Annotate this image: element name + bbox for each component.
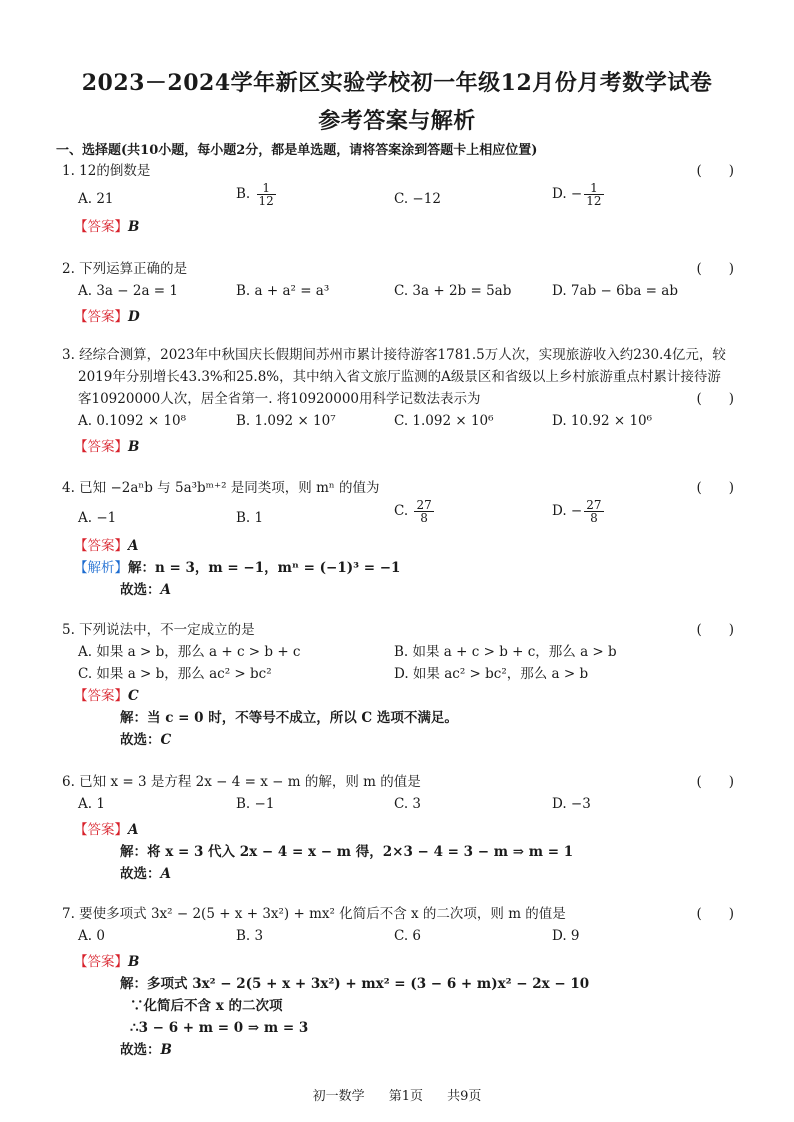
option-d: D. − $\frac{1}{12}$ — [552, 181, 602, 208]
exam-title: 2023－2024学年新区实验学校初一年级12月份月考数学试卷 — [81, 70, 713, 96]
option-a: A. 0.1092 × 10⁸ — [78, 413, 187, 429]
choose-line: 故选：A — [120, 866, 171, 882]
question-2 — [62, 258, 742, 328]
question-7 — [62, 903, 742, 1061]
answer-paren: ( ) — [696, 480, 734, 496]
question-1 — [62, 160, 742, 238]
question-stem-line: 客10920000人次，居全省第一. 将10920000用科学记数法表示为 — [78, 391, 481, 407]
section-heading: 一、选择题(共10小题，每小题2分，都是单选题，请将答案涂到答题卡上相应位置) — [56, 143, 538, 158]
footer-subject: 初一数学 — [312, 1089, 365, 1104]
solution-text: 解：将 x = 3 代入 2x − 4 = x − m 得，2×3 − 4 = 3 − m ⇒ m = 1 — [120, 844, 574, 860]
question-stem: 4. 已知 −2aⁿb 与 5a³bᵐ⁺² 是同类项，则 mⁿ 的值为 — [62, 480, 380, 496]
footer-total: 共9页 — [447, 1089, 482, 1104]
question-4 — [62, 477, 742, 601]
option-a: A. 0 — [78, 928, 105, 944]
option-a: A. 如果 a > b，那么 a + c > b + c — [78, 644, 301, 660]
exam-subtitle: 参考答案与解析 — [318, 108, 476, 134]
solution-text: 解：n = 3，m = −1，mⁿ = (−1)³ = −1 — [128, 560, 401, 576]
option-c: C. 6 — [394, 928, 422, 944]
answer-line: 【答案】A — [74, 822, 139, 838]
question-6 — [62, 771, 742, 885]
question-stem: 7. 要使多项式 3x² − 2(5 + x + 3x²) + mx² 化简后不含 x 的二次项，则 m 的值是 — [62, 906, 566, 922]
solution-text: 解：当 c = 0 时，不等号不成立，所以 C 选项不满足。 — [120, 710, 458, 726]
answer-line: 【答案】D — [74, 309, 140, 325]
option-c: C. −12 — [394, 191, 441, 207]
option-c: C. 1.092 × 10⁶ — [394, 413, 494, 429]
option-d: D. 如果 ac² > bc²，那么 a > b — [394, 666, 589, 682]
option-b: B. −1 — [236, 796, 275, 812]
option-a: A. 1 — [78, 796, 105, 812]
option-b: B. 如果 a + c > b + c，那么 a > b — [394, 644, 617, 660]
choose-line: 故选：C — [120, 732, 172, 748]
option-b: B. $\frac{1}{12}$ — [236, 181, 274, 208]
option-d: D. 7ab − 6ba = ab — [552, 283, 678, 299]
option-c: C. 如果 a > b，那么 ac² > bc² — [78, 666, 272, 682]
option-b: B. 1.092 × 10⁷ — [236, 413, 336, 429]
answer-line: 【答案】A — [74, 538, 139, 554]
question-stem-line: 2019年分别增长43.3%和25.8%，其中纳入省文旅厅监测的A级景区和省级以上乡村旅游重点村累计接待游 — [78, 369, 721, 385]
answer-line: 【答案】B — [74, 439, 140, 455]
solution-text: 解：多项式 3x² − 2(5 + x + 3x²) + mx² = (3 − 6 + m)x² − 2x − 10 — [120, 976, 590, 992]
option-d: D. 9 — [552, 928, 580, 944]
solution-text: ∴3 − 6 + m = 0 ⇒ m = 3 — [130, 1020, 309, 1036]
solution-text: ∵化简后不含 x 的二次项 — [130, 998, 283, 1014]
option-a: A. 3a − 2a = 1 — [78, 283, 178, 299]
footer-page: 第1页 — [388, 1089, 423, 1104]
option-a: A. 21 — [78, 191, 114, 207]
answer-line: 【答案】B — [74, 219, 140, 235]
answer-paren: ( ) — [696, 261, 734, 277]
option-b: B. a + a² = a³ — [236, 283, 330, 299]
question-stem: 6. 已知 x = 3 是方程 2x − 4 = x − m 的解，则 m 的值是 — [62, 774, 421, 790]
question-stem: 1. 12的倒数是 — [62, 163, 151, 179]
question-3 — [62, 344, 742, 458]
option-b: B. 1 — [236, 510, 264, 526]
page-footer — [0, 1085, 794, 1104]
question-stem: 2. 下列运算正确的是 — [62, 261, 188, 277]
option-d: D. −3 — [552, 796, 591, 812]
option-c: C. $\frac{27}{8}$ — [394, 498, 432, 525]
question-stem-line: 3. 经综合测算，2023年中秋国庆长假期间苏州市累计接待游客1781.5万人次，实现旅游收入约230.4亿元，较 — [62, 347, 726, 363]
answer-paren: ( ) — [696, 163, 734, 179]
answer-paren: ( ) — [696, 906, 734, 922]
option-b: B. 3 — [236, 928, 264, 944]
answer-paren: ( ) — [696, 622, 734, 638]
answer-line: 【答案】C — [74, 688, 139, 704]
option-c: C. 3 — [394, 796, 422, 812]
answer-line: 【答案】B — [74, 954, 140, 970]
question-stem: 5. 下列说法中，不一定成立的是 — [62, 622, 255, 638]
option-d: D. − $\frac{27}{8}$ — [552, 498, 602, 525]
analysis-line: 【解析】解：n = 3，m = −1，mⁿ = (−1)³ = −1 — [74, 560, 401, 576]
answer-paren: ( ) — [696, 391, 734, 407]
option-d: D. 10.92 × 10⁶ — [552, 413, 653, 429]
choose-line: 故选：B — [120, 1042, 172, 1058]
question-5 — [62, 619, 742, 751]
choose-line: 故选：A — [120, 582, 171, 598]
option-c: C. 3a + 2b = 5ab — [394, 283, 512, 299]
option-a: A. −1 — [78, 510, 117, 526]
answer-paren: ( ) — [696, 774, 734, 790]
